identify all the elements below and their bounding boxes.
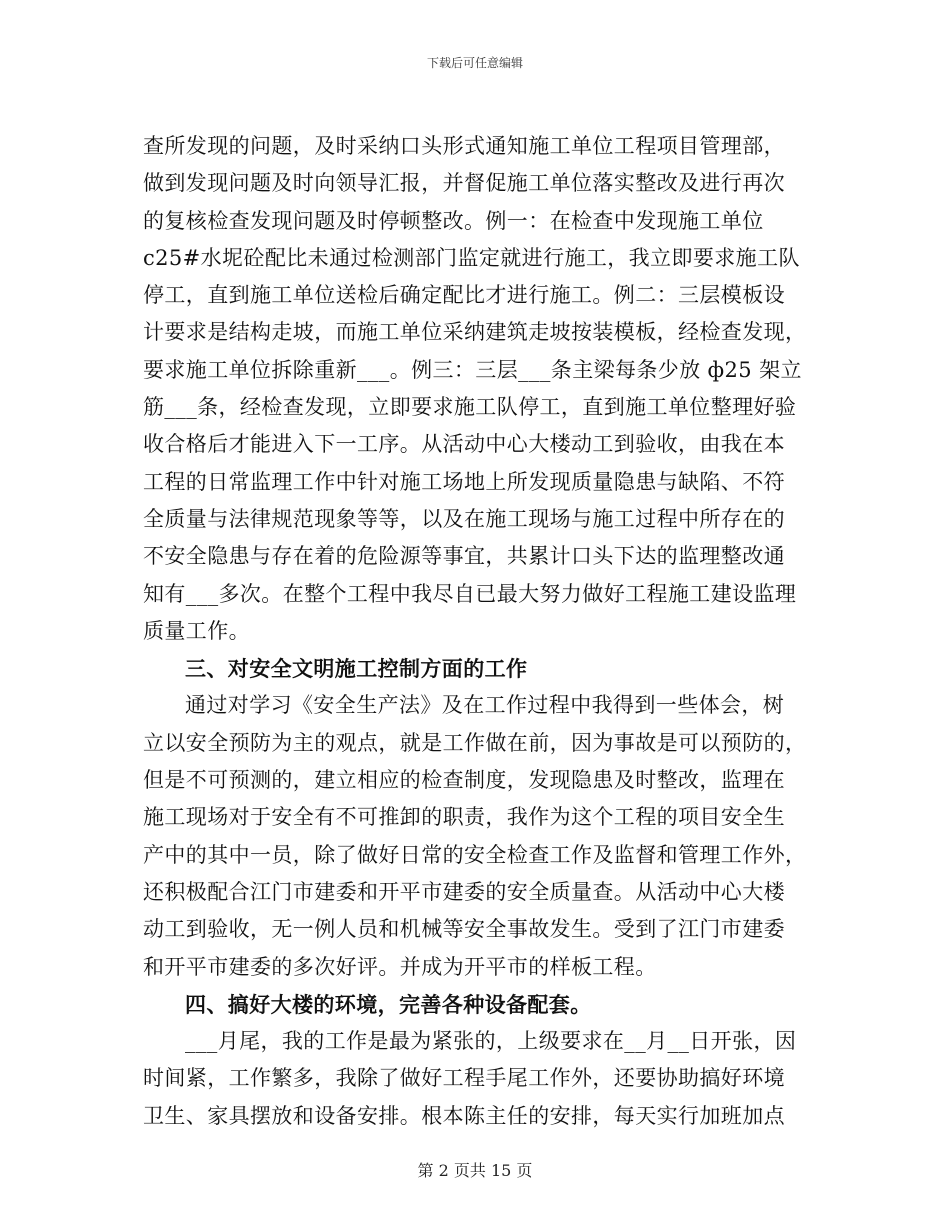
text-line: 要求施工单位拆除重新___。例三：三层___条主梁每条少放 ф25 架立	[143, 357, 802, 382]
text-line: 的复核检查发现问题及时停顿整改。例一：在检查中发现施工单位	[143, 208, 764, 233]
text-line: 计要求是结构走坡，而施工单位采纳建筑走坡按装模板，经检查发现，	[143, 320, 807, 345]
text-line: 但是不可预测的，建立相应的检查制度，发现隐患及时整改，监理在	[143, 768, 785, 793]
text-line: 知有___多次。在整个工程中我尽自已最大努力做好工程施工建设监理	[143, 581, 797, 606]
text-line: 工程的日常监理工作中针对施工场地上所发现质量隐患与缺陷、不符	[143, 469, 785, 494]
document-body	[143, 128, 808, 1135]
text-line: 做到发现问题及时向领导汇报，并督促施工单位落实整改及进行再次	[143, 171, 785, 196]
text-line: 查所发现的问题，及时采纳口头形式通知施工单位工程项目管理部，	[143, 134, 785, 158]
text-line: 立以安全预防为主的观点，就是工作做在前，因为事故是可以预防的，	[143, 730, 807, 755]
text-line: 全质量与法律规范现象等等，以及在施工现场与施工过程中所存在的	[143, 506, 785, 531]
header-note: 下载后可任意编辑	[426, 56, 523, 70]
text-line: 筋___条，经检查发现，立即要求施工队停工，直到施工单位整理好验	[143, 395, 797, 420]
text-line: 产中的其中一员，除了做好日常的安全检查工作及监督和管理工作外，	[143, 842, 807, 867]
section-heading: 三、对安全文明施工控制方面的工作	[185, 656, 528, 682]
section-heading: 四、搞好大楼的环境，完善各种设备配套。	[185, 991, 592, 1017]
text-line: 和开平市建委的多次好评。并成为开平市的样板工程。	[143, 954, 657, 979]
text-line: 还积极配合江门市建委和开平市建委的安全质量查。从活动中心大楼	[143, 879, 785, 904]
text-line: ___月尾，我的工作是最为紧张的，上级要求在__月__日开张，因	[185, 1029, 797, 1054]
text-line: 质量工作。	[143, 618, 250, 643]
page-number: 第 2 页共 15 页	[417, 1161, 533, 1180]
text-line: 时间紧，工作繁多，我除了做好工程手尾工作外，还要协助搞好环境	[143, 1066, 785, 1091]
text-line: 动工到验收，无一例人员和机械等安全事故发生。受到了江门市建委	[143, 917, 785, 942]
text-line: 收合格后才能进入下一工序。从活动中心大楼动工到验收，由我在本	[143, 432, 785, 457]
text-line: 停工，直到施工单位送检后确定配比才进行施工。例二：三层模板设	[143, 283, 785, 308]
text-line: 通过对学习《安全生产法》及在工作过程中我得到一些体会，树	[185, 693, 785, 718]
text-line: 施工现场对于安全有不可推卸的职责，我作为这个工程的项目安全生	[143, 805, 785, 830]
text-line: 不安全隐患与存在着的危险源等事宜，共累计口头下达的监理整改通	[143, 544, 785, 569]
text-line: c25#水坭砼配比未通过检测部门监定就进行施工，我立即要求施工队	[143, 245, 800, 270]
text-line: 卫生、家具摆放和设备安排。根本陈主任的安排，每天实行加班加点	[143, 1103, 785, 1128]
